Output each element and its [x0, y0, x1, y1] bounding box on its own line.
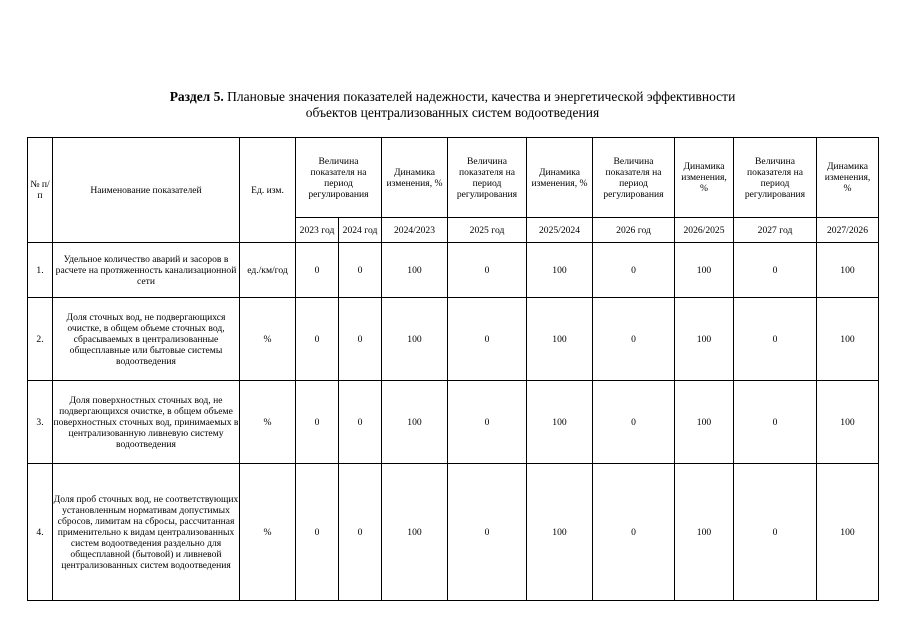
header-year-2024: 2024 год: [339, 218, 382, 243]
header-magnitude-2026: Величина показателя на период регулирования: [593, 138, 675, 218]
row-unit: ед./км/год: [240, 243, 296, 298]
dynamics-2024-2023: 100: [382, 243, 448, 298]
dynamics-2025-2024: 100: [527, 298, 593, 381]
header-dynamics-2025: Динамика изменения, %: [527, 138, 593, 218]
dynamics-2027-2026: 100: [817, 381, 879, 464]
header-period-2026-2025: 2026/2025: [675, 218, 734, 243]
dynamics-2025-2024: 100: [527, 243, 593, 298]
header-year-2023: 2023 год: [296, 218, 339, 243]
row-num: 3.: [28, 381, 53, 464]
title-line-1: [0, 89, 905, 105]
indicators-table: [27, 137, 879, 601]
table-row: [28, 298, 879, 381]
value-2024: 0: [339, 298, 382, 381]
row-name: Доля поверхностных сточных вод, не подвергающихся очистке, в общем объеме поверхностных сточных вод, принимаемых в централизованную ливневую систему водоотведения: [53, 381, 240, 464]
value-2026: 0: [593, 381, 675, 464]
value-2025: 0: [448, 298, 527, 381]
value-2023: 0: [296, 381, 339, 464]
row-name: Удельное количество аварий и засоров в расчете на протяженность канализационной сети: [53, 243, 240, 298]
value-2026: 0: [593, 243, 675, 298]
header-year-2027: 2027 год: [734, 218, 817, 243]
value-2024: 0: [339, 464, 382, 601]
value-2024: 0: [339, 243, 382, 298]
value-2027: 0: [734, 298, 817, 381]
header-num: № п/п: [28, 138, 53, 243]
value-2025: 0: [448, 464, 527, 601]
row-num: 2.: [28, 298, 53, 381]
value-2027: 0: [734, 464, 817, 601]
table-row: [28, 464, 879, 601]
row-name: Доля проб сточных вод, не соответствующих установленным нормативам допустимых сбросов, лимитам на сбросы, рассчитанная применительно к видам централизованных систем водоотведения раздельно для общесплавной (бытовой) и ливневой централизованных систем водоотведения: [53, 464, 240, 601]
header-dynamics-2024: Динамика изменения, %: [382, 138, 448, 218]
dynamics-2026-2025: 100: [675, 243, 734, 298]
row-unit: %: [240, 298, 296, 381]
header-period-2024-2023: 2024/2023: [382, 218, 448, 243]
value-2027: 0: [734, 381, 817, 464]
header-period-2025-2024: 2025/2024: [527, 218, 593, 243]
value-2026: 0: [593, 464, 675, 601]
table-row: [28, 243, 879, 298]
dynamics-2024-2023: 100: [382, 464, 448, 601]
section-title: [0, 89, 905, 121]
header-dynamics-2027: Динамика изменения, %: [817, 138, 879, 218]
row-unit: %: [240, 381, 296, 464]
row-unit: %: [240, 464, 296, 601]
header-period-2027-2026: 2027/2026: [817, 218, 879, 243]
value-2025: 0: [448, 381, 527, 464]
section-number: Раздел 5.: [169, 89, 224, 104]
header-dynamics-2026: Динамика изменения, %: [675, 138, 734, 218]
row-name: Доля сточных вод, не подвергающихся очистке, в общем объеме сточных вод, сбрасываемых в централизованные общесплавные или бытовые системы водоотведения: [53, 298, 240, 381]
title-text-1: Плановые значения показателей надежности, качества и энергетической эффективности: [223, 89, 736, 104]
header-magnitude-2027: Величина показателя на период регулирования: [734, 138, 817, 218]
table-row: [28, 381, 879, 464]
dynamics-2024-2023: 100: [382, 298, 448, 381]
value-2025: 0: [448, 243, 527, 298]
dynamics-2027-2026: 100: [817, 464, 879, 601]
row-num: 4.: [28, 464, 53, 601]
value-2023: 0: [296, 243, 339, 298]
header-unit: Ед. изм.: [240, 138, 296, 243]
header-magnitude-2024: Величина показателя на период регулирования: [296, 138, 382, 218]
value-2027: 0: [734, 243, 817, 298]
value-2023: 0: [296, 464, 339, 601]
title-line-2: объектов централизованных систем водоотведения: [305, 105, 600, 120]
header-row-1: [28, 138, 879, 218]
header-year-2025: 2025 год: [448, 218, 527, 243]
dynamics-2027-2026: 100: [817, 243, 879, 298]
dynamics-2024-2023: 100: [382, 381, 448, 464]
value-2024: 0: [339, 381, 382, 464]
value-2026: 0: [593, 298, 675, 381]
header-magnitude-2025: Величина показателя на период регулирования: [448, 138, 527, 218]
header-year-2026: 2026 год: [593, 218, 675, 243]
header-name: Наименование показателей: [53, 138, 240, 243]
dynamics-2026-2025: 100: [675, 298, 734, 381]
value-2023: 0: [296, 298, 339, 381]
dynamics-2027-2026: 100: [817, 298, 879, 381]
dynamics-2026-2025: 100: [675, 464, 734, 601]
dynamics-2026-2025: 100: [675, 381, 734, 464]
dynamics-2025-2024: 100: [527, 381, 593, 464]
row-num: 1.: [28, 243, 53, 298]
dynamics-2025-2024: 100: [527, 464, 593, 601]
